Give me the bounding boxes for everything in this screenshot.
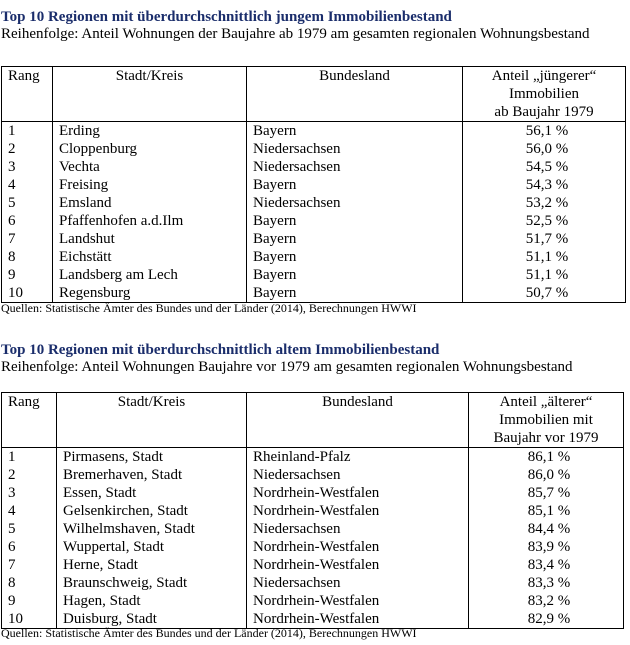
rank-cell: 6 [2, 538, 57, 556]
share-cell: 83,2 % [469, 592, 624, 610]
city-header: Stadt/Kreis [57, 393, 247, 448]
city-cell: Essen, Stadt [57, 484, 247, 502]
state-cell: Nordrhein-Westfalen [247, 592, 469, 610]
share-cell: 51,1 % [463, 248, 626, 266]
share-cell: 83,9 % [469, 538, 624, 556]
city-cell: Emsland [53, 194, 247, 212]
table-row [2, 466, 624, 484]
rank-cell: 4 [2, 502, 57, 520]
rank-cell: 5 [2, 194, 53, 212]
old-source-note: Quellen: Statistische Ämter des Bundes und der Länder (2014), Berechnungen HWWI [1, 626, 417, 640]
state-cell: Bayern [247, 248, 463, 266]
state-cell: Rheinland-Pfalz [247, 448, 469, 467]
rank-cell: 3 [2, 158, 53, 176]
rank-cell: 8 [2, 574, 57, 592]
table-row [2, 538, 624, 556]
rank-cell: 7 [2, 556, 57, 574]
young-source-note: Quellen: Statistische Ämter des Bundes und der Länder (2014), Berechnungen HWWI [1, 301, 417, 315]
city-cell: Vechta [53, 158, 247, 176]
rank-cell: 10 [2, 610, 57, 629]
share-cell: 83,3 % [469, 574, 624, 592]
state-cell: Niedersachsen [247, 158, 463, 176]
state-cell: Nordrhein-Westfalen [247, 484, 469, 502]
old-section-subtitle: Reihenfolge: Anteil Wohnungen Baujahre vor 1979 am gesamten regionalen Wohnungsbestand [1, 359, 573, 375]
share-header-line-1: Anteil „älterer“ [499, 394, 593, 410]
share-cell: 86,0 % [469, 466, 624, 484]
state-cell: Niedersachsen [247, 574, 469, 592]
city-cell: Regensburg [53, 284, 247, 303]
state-cell: Bayern [247, 212, 463, 230]
city-cell: Landshut [53, 230, 247, 248]
state-cell: Niedersachsen [247, 140, 463, 158]
state-cell: Nordrhein-Westfalen [247, 610, 469, 629]
state-cell: Bayern [247, 176, 463, 194]
share-cell: 50,7 % [463, 284, 626, 303]
state-header: Bundesland [247, 393, 469, 448]
share-cell: 84,4 % [469, 520, 624, 538]
table-row [2, 212, 626, 230]
state-header: Bundesland [247, 67, 463, 122]
rank-cell: 5 [2, 520, 57, 538]
share-header-line-2: Immobilien [509, 86, 579, 102]
state-cell: Niedersachsen [247, 466, 469, 484]
city-cell: Cloppenburg [53, 140, 247, 158]
table-row [2, 230, 626, 248]
share-cell: 52,5 % [463, 212, 626, 230]
state-cell: Bayern [247, 284, 463, 303]
city-cell: Pfaffenhofen a.d.Ilm [53, 212, 247, 230]
share-cell: 54,3 % [463, 176, 626, 194]
city-cell: Duisburg, Stadt [57, 610, 247, 629]
share-cell: 82,9 % [469, 610, 624, 629]
share-header-line-3: ab Baujahr 1979 [494, 104, 594, 120]
city-cell: Braunschweig, Stadt [57, 574, 247, 592]
table-row [2, 176, 626, 194]
young-table-header-row [2, 67, 626, 122]
table-row [2, 502, 624, 520]
city-cell: Herne, Stadt [57, 556, 247, 574]
state-cell: Nordrhein-Westfalen [247, 556, 469, 574]
share-cell: 51,1 % [463, 266, 626, 284]
city-header: Stadt/Kreis [53, 67, 247, 122]
young-section-title: Top 10 Regionen mit überdurchschnittlich jungem Immobilienbestand [1, 9, 452, 25]
old-table-header-row [2, 393, 624, 448]
rank-cell: 1 [2, 122, 53, 141]
rank-cell: 8 [2, 248, 53, 266]
city-cell: Bremerhaven, Stadt [57, 466, 247, 484]
share-cell: 51,7 % [463, 230, 626, 248]
share-cell: 86,1 % [469, 448, 624, 467]
rank-cell: 1 [2, 448, 57, 467]
share-cell: 56,0 % [463, 140, 626, 158]
state-cell: Nordrhein-Westfalen [247, 502, 469, 520]
rank-cell: 2 [2, 466, 57, 484]
table-row [2, 122, 626, 141]
table-row [2, 592, 624, 610]
state-cell: Bayern [247, 122, 463, 141]
rank-cell: 4 [2, 176, 53, 194]
state-cell: Bayern [247, 230, 463, 248]
rank-cell: 3 [2, 484, 57, 502]
city-cell: Pirmasens, Stadt [57, 448, 247, 467]
rank-cell: 10 [2, 284, 53, 303]
rank-header: Rang [2, 393, 57, 448]
city-cell: Eichstätt [53, 248, 247, 266]
share-header-line-3: Baujahr vor 1979 [493, 430, 599, 446]
city-cell: Erding [53, 122, 247, 141]
state-cell: Nordrhein-Westfalen [247, 538, 469, 556]
rank-header: Rang [2, 67, 53, 122]
share-header-line-1: Anteil „jüngerer“ [491, 68, 597, 84]
share-cell: 53,2 % [463, 194, 626, 212]
table-row [2, 556, 624, 574]
share-cell: 85,7 % [469, 484, 624, 502]
share-header-line-2: Immobilien mit [499, 412, 593, 428]
share-header [463, 67, 626, 122]
table-row [2, 284, 626, 303]
rank-cell: 9 [2, 592, 57, 610]
young-section-subtitle: Reihenfolge: Anteil Wohnungen der Baujahre ab 1979 am gesamten regionalen Wohnungsbestand [1, 26, 590, 42]
state-cell: Niedersachsen [247, 520, 469, 538]
table-row [2, 140, 626, 158]
share-cell: 54,5 % [463, 158, 626, 176]
city-cell: Wilhelmshaven, Stadt [57, 520, 247, 538]
city-cell: Wuppertal, Stadt [57, 538, 247, 556]
city-cell: Gelsenkirchen, Stadt [57, 502, 247, 520]
table-row [2, 194, 626, 212]
table-row [2, 484, 624, 502]
table-row [2, 266, 626, 284]
table-row [2, 574, 624, 592]
rank-cell: 7 [2, 230, 53, 248]
state-cell: Niedersachsen [247, 194, 463, 212]
young-table-body [2, 122, 626, 303]
share-cell: 83,4 % [469, 556, 624, 574]
share-cell: 56,1 % [463, 122, 626, 141]
table-row [2, 520, 624, 538]
share-cell: 85,1 % [469, 502, 624, 520]
rank-cell: 9 [2, 266, 53, 284]
rank-cell: 6 [2, 212, 53, 230]
young-regions-table [1, 66, 626, 303]
city-cell: Freising [53, 176, 247, 194]
rank-cell: 2 [2, 140, 53, 158]
city-cell: Hagen, Stadt [57, 592, 247, 610]
share-header [469, 393, 624, 448]
old-regions-table [1, 392, 624, 629]
state-cell: Bayern [247, 266, 463, 284]
table-row [2, 158, 626, 176]
old-table-body [2, 448, 624, 629]
old-section-title: Top 10 Regionen mit überdurchschnittlich altem Immobilienbestand [1, 342, 440, 358]
table-row [2, 248, 626, 266]
table-row [2, 448, 624, 467]
city-cell: Landsberg am Lech [53, 266, 247, 284]
